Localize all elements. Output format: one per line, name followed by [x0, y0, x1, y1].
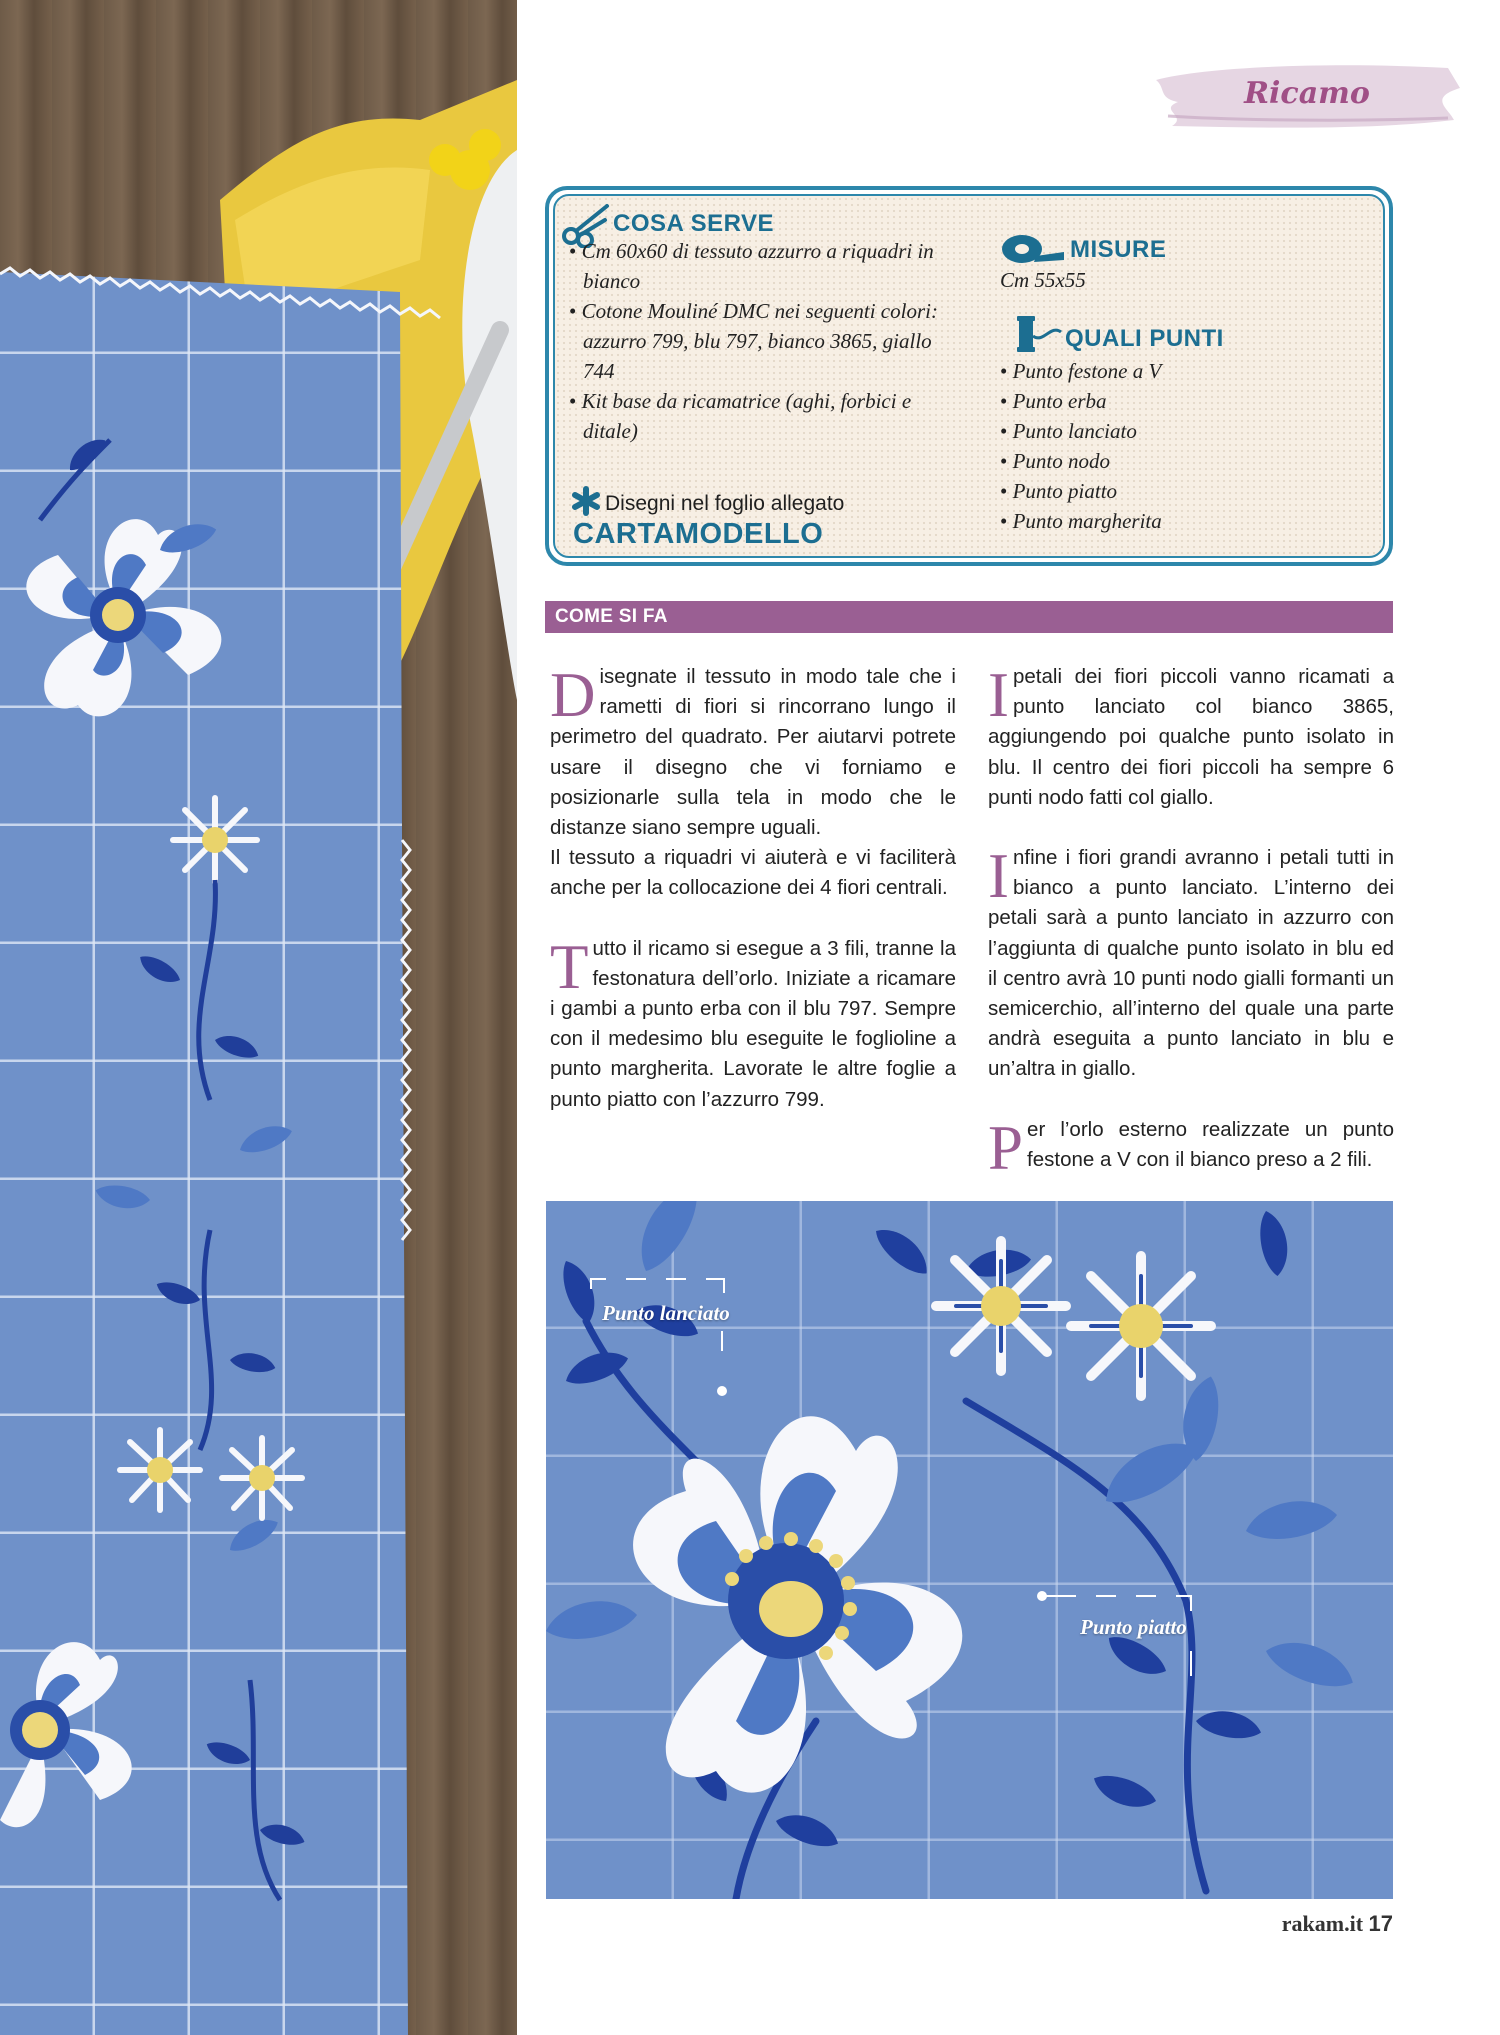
list-item: • Cotone Mouliné DMC nei seguenti colori: azzurro 799, blu 797, bianco 3865, giallo 744 — [569, 296, 949, 386]
list-item: • Punto piatto — [1000, 476, 1300, 506]
supplies-box-inner — [553, 194, 1385, 558]
list-item: • Punto lanciato — [1000, 416, 1300, 446]
instruction-paragraph — [550, 931, 956, 1115]
list-item: • Cm 60x60 di tessuto azzurro a riquadri in bianco — [569, 236, 949, 296]
section-tag — [1148, 58, 1466, 134]
site-name: rakam.it — [1281, 1911, 1364, 1936]
drop-cap: P — [988, 1112, 1024, 1183]
instruction-paragraph — [988, 1112, 1394, 1183]
misure-heading: MISURE — [1070, 236, 1167, 263]
misure-value: Cm 55x55 — [1000, 268, 1086, 292]
list-item: • Punto erba — [1000, 386, 1300, 416]
section-tag-label: Ricamo — [1244, 76, 1370, 111]
quali-punti-heading: QUALI PUNTI — [1065, 325, 1224, 352]
punto-lanciato-callout: Punto lanciato — [602, 1301, 730, 1325]
drop-cap: D — [550, 660, 596, 730]
supplies-box — [545, 186, 1393, 566]
tablecloth-photo — [0, 0, 517, 2035]
paragraph-text: isegnate il tessuto in modo tale che i rametti di fiori si rincorrano lungo il perimetro del quadrato. Per aiutarvi potrete usare il disegno che vi forniamo e posizionarle sulla tela in modo che le distanze siano sempre uguali. — [550, 665, 956, 840]
page-number: 17 — [1368, 1911, 1393, 1936]
cartamodello-label: CARTAMODELLO — [573, 518, 824, 550]
asterisk-icon — [571, 486, 601, 516]
come-si-fa-heading: COME SI FA — [545, 601, 1393, 633]
drop-cap: I — [988, 660, 1009, 730]
paragraph-text: er l’orlo esterno realizzate un punto festone a V con il bianco preso a 2 fili. — [1027, 1117, 1394, 1171]
list-item: • Kit base da ricamatrice (aghi, forbici e ditale) — [569, 386, 949, 446]
paragraph-text: petali dei fiori piccoli vanno ricamati a punto lanciato col bianco 3865, aggiungendo poi qualche punto isolato in blu. Il centro dei fiori piccoli ha sempre 6 punti nodo fatti col giallo. — [988, 665, 1394, 809]
list-item: • Punto nodo — [1000, 446, 1300, 476]
embroidery-detail-photo — [546, 1201, 1393, 1899]
instruction-paragraph — [550, 662, 956, 843]
disegni-note: Disegni nel foglio allegato — [605, 492, 845, 515]
cosa-serve-heading: COSA SERVE — [613, 210, 775, 237]
tablecloth-illustration — [0, 0, 517, 2035]
quali-punti-list — [1000, 356, 1300, 536]
instruction-paragraph — [988, 843, 1394, 1085]
instructions-column-right — [988, 662, 1394, 1205]
tape-measure-icon — [1000, 232, 1066, 266]
instructions-column-left — [550, 662, 956, 1145]
page-footer — [1260, 1911, 1393, 1937]
list-item: • Punto margherita — [1000, 506, 1300, 536]
paragraph-text: nfine i fiori grandi avranno i petali tutti in bianco a punto lanciato. L’interno dei petali sarà a punto lanciato in azzurro con l’aggiunta di qualche punto isolato in blu ed il centro avrà 10 punti nodo gialli formanti un semicerchio, all’interno del quale una parte andrà eseguita a punto lanciato in blu e un’altra in giallo. — [988, 846, 1394, 1081]
drop-cap: I — [988, 841, 1009, 912]
paragraph-text: utto il ricamo si esegue a 3 fili, tranne la festonatura dell’orlo. Iniziate a ricamare i gambi a punto erba con il blu 797. Sempre con il medesimo blu eseguite le foglioline a punto margherita. Lavorate le altre foglie a punto piatto con l’azzurro 799. — [550, 936, 956, 1111]
cosa-serve-list — [569, 236, 949, 446]
paragraph-text: Il tessuto a riquadri vi aiuterà e vi faciliterà anche per la collocazione dei 4 fiori centrali. — [550, 846, 956, 900]
thread-spool-icon — [1013, 314, 1063, 356]
drop-cap: T — [550, 931, 589, 1002]
instruction-paragraph — [988, 662, 1394, 813]
punto-piatto-callout: Punto piatto — [1080, 1615, 1187, 1639]
list-item: • Punto festone a V — [1000, 356, 1300, 386]
instruction-paragraph — [550, 843, 956, 903]
